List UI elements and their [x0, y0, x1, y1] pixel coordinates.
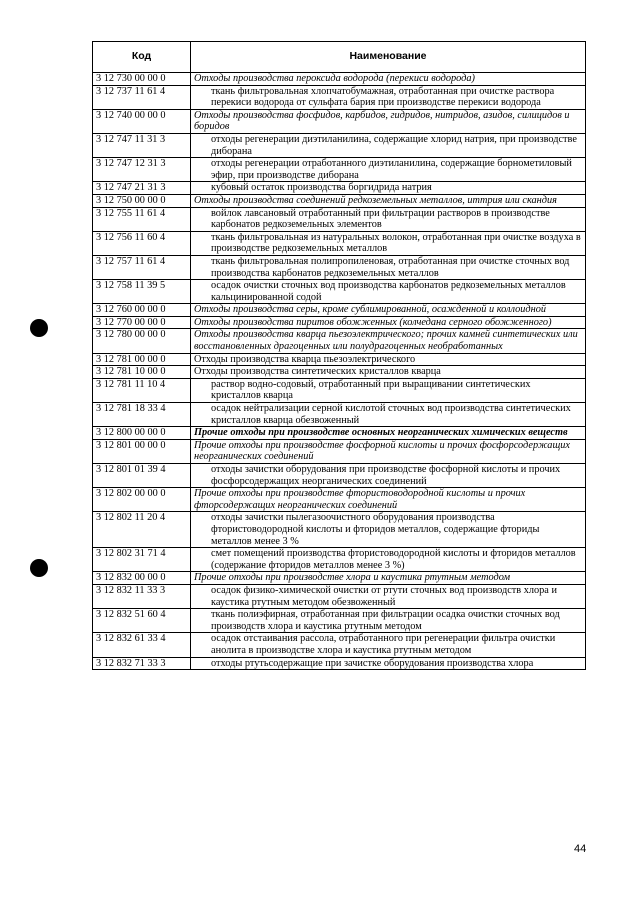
waste-name: смет помещений производства фтористоводородной кислоты и фторидов металлов (содержание фторидов металлов менее 3 %)	[191, 548, 586, 572]
waste-name: отходы зачистки оборудования при производстве фосфорной кислоты и прочих фосфорсодержащих неорганических соединений	[191, 464, 586, 488]
table-row	[93, 329, 586, 353]
table-row	[93, 255, 586, 279]
waste-code: 3 12 802 11 20 4	[93, 512, 191, 548]
table-row	[93, 572, 586, 585]
header-code: Код	[93, 42, 191, 73]
table-row	[93, 353, 586, 366]
table-row	[93, 182, 586, 195]
waste-code: 3 12 832 71 33 3	[93, 657, 191, 670]
binder-hole-top	[30, 319, 48, 337]
table-row	[93, 657, 586, 670]
waste-code: 3 12 750 00 00 0	[93, 194, 191, 207]
table-row	[93, 378, 586, 402]
page-number: 44	[574, 843, 587, 855]
table-row	[93, 464, 586, 488]
waste-name: ткань полиэфирная, отработанная при фильтрации осадка очистки сточных вод производств хлора и каустика ртутным методом	[191, 609, 586, 633]
waste-code: 3 12 740 00 00 0	[93, 109, 191, 133]
waste-name: Отходы производства серы, кроме сублимированной, осажденной и коллоидной	[191, 304, 586, 317]
waste-name: отходы ртутьсодержащие при зачистке оборудования производства хлора	[191, 657, 586, 670]
waste-code: 3 12 801 01 39 4	[93, 464, 191, 488]
table-row	[93, 512, 586, 548]
waste-name: отходы регенерации диэтиланилина, содержащие хлорид натрия, при производстве диборана	[191, 133, 586, 157]
waste-code: 3 12 781 00 00 0	[93, 353, 191, 366]
waste-code: 3 12 747 11 31 3	[93, 133, 191, 157]
waste-name: Отходы производства пероксида водорода (перекиси водорода)	[191, 73, 586, 86]
waste-code: 3 12 755 11 61 4	[93, 207, 191, 231]
table-header	[93, 42, 586, 73]
waste-classifier-table	[92, 41, 586, 670]
table-row	[93, 194, 586, 207]
table-row	[93, 366, 586, 379]
waste-code: 3 12 730 00 00 0	[93, 73, 191, 86]
table-row	[93, 427, 586, 440]
table-row	[93, 207, 586, 231]
waste-code: 3 12 780 00 00 0	[93, 329, 191, 353]
waste-code: 3 12 781 18 33 4	[93, 403, 191, 427]
waste-code: 3 12 747 21 31 3	[93, 182, 191, 195]
waste-code: 3 12 737 11 61 4	[93, 85, 191, 109]
table-body	[93, 73, 586, 670]
waste-name: Прочие отходы при производстве основных неорганических химических веществ	[191, 427, 586, 440]
waste-code: 3 12 802 00 00 0	[93, 488, 191, 512]
waste-name: ткань фильтровальная полипропиленовая, отработанная при очистке сточных вод производства карбонатов редкоземельных металлов	[191, 255, 586, 279]
waste-name: Отходы производства фосфидов, карбидов, гидридов, нитридов, азидов, силицидов и боридов	[191, 109, 586, 133]
waste-name: отходы зачистки пылегазоочистного оборудования производства фтористоводородной кислоты и фторидов металлов, содержащие фториды металлов менее 3 %	[191, 512, 586, 548]
table-row	[93, 609, 586, 633]
waste-name: кубовый остаток производства боргидрида натрия	[191, 182, 586, 195]
waste-name: ткань фильтровальная хлопчатобумажная, отработанная при очистке раствора перекиси водорода от сульфата бария при производстве перекиси водорода	[191, 85, 586, 109]
waste-code: 3 12 832 11 33 3	[93, 584, 191, 608]
waste-code: 3 12 800 00 00 0	[93, 427, 191, 440]
table-row	[93, 488, 586, 512]
waste-name: Отходы производства синтетических кристаллов кварца	[191, 366, 586, 379]
waste-name: осадок физико-химической очистки от ртути сточных вод производств хлора и каустика ртутным методом обезвоженный	[191, 584, 586, 608]
table-row	[93, 133, 586, 157]
waste-name: Отходы производства соединений редкоземельных металлов, иттрия или скандия	[191, 194, 586, 207]
table-row	[93, 548, 586, 572]
waste-name: Отходы производства кварца пьезоэлектрического; прочих камней синтетических или восстановленных драгоценных или полудрагоценных необработанных	[191, 329, 586, 353]
table-row	[93, 280, 586, 304]
table-row	[93, 85, 586, 109]
waste-name: отходы регенерации отработанного диэтиланилина, содержащие борнометиловый эфир, при производстве диборана	[191, 158, 586, 182]
table-row	[93, 158, 586, 182]
waste-name: Прочие отходы при производстве фтористоводородной кислоты и прочих фторсодержащих неорганических соединений	[191, 488, 586, 512]
table-row	[93, 231, 586, 255]
table-row	[93, 584, 586, 608]
table-row	[93, 403, 586, 427]
waste-name: войлок лавсановый отработанный при фильтрации растворов в производстве карбонатов редкоземельных элементов	[191, 207, 586, 231]
waste-code: 3 12 801 00 00 0	[93, 439, 191, 463]
waste-name: раствор водно-содовый, отработанный при выращивании синтетических кристаллов кварца	[191, 378, 586, 402]
binder-hole-bottom	[30, 559, 48, 577]
waste-code: 3 12 832 51 60 4	[93, 609, 191, 633]
waste-code: 3 12 832 61 33 4	[93, 633, 191, 657]
waste-code: 3 12 770 00 00 0	[93, 316, 191, 329]
waste-code: 3 12 747 12 31 3	[93, 158, 191, 182]
waste-code: 3 12 757 11 61 4	[93, 255, 191, 279]
table-row	[93, 73, 586, 86]
waste-name: осадок нейтрализации серной кислотой сточных вод производства синтетических кристаллов кварца обезвоженный	[191, 403, 586, 427]
waste-code: 3 12 832 00 00 0	[93, 572, 191, 585]
waste-name: Отходы производства пиритов обожженных (колчедана серного обожженного)	[191, 316, 586, 329]
table-row	[93, 316, 586, 329]
table-row	[93, 439, 586, 463]
waste-code: 3 12 781 11 10 4	[93, 378, 191, 402]
waste-name: ткань фильтровальная из натуральных волокон, отработанная при очистке воздуха в производстве редкоземельных металлов	[191, 231, 586, 255]
waste-name: Прочие отходы при производстве фосфорной кислоты и прочих фосфорсодержащих неорганических соединений	[191, 439, 586, 463]
waste-code: 3 12 758 11 39 5	[93, 280, 191, 304]
header-name: Наименование	[191, 42, 586, 73]
waste-code: 3 12 756 11 60 4	[93, 231, 191, 255]
waste-code: 3 12 781 10 00 0	[93, 366, 191, 379]
waste-name: Отходы производства кварца пьезоэлектрического	[191, 353, 586, 366]
table-row	[93, 304, 586, 317]
waste-name: осадок отстаивания рассола, отработанного при регенерации фильтра очистки анолита в производстве хлора и каустика ртутным методом	[191, 633, 586, 657]
waste-name: осадок очистки сточных вод производства карбонатов редкоземельных металлов кальцинированной содой	[191, 280, 586, 304]
waste-code: 3 12 760 00 00 0	[93, 304, 191, 317]
table-row	[93, 109, 586, 133]
table-row	[93, 633, 586, 657]
waste-code: 3 12 802 31 71 4	[93, 548, 191, 572]
waste-name: Прочие отходы при производстве хлора и каустика ртутным методом	[191, 572, 586, 585]
